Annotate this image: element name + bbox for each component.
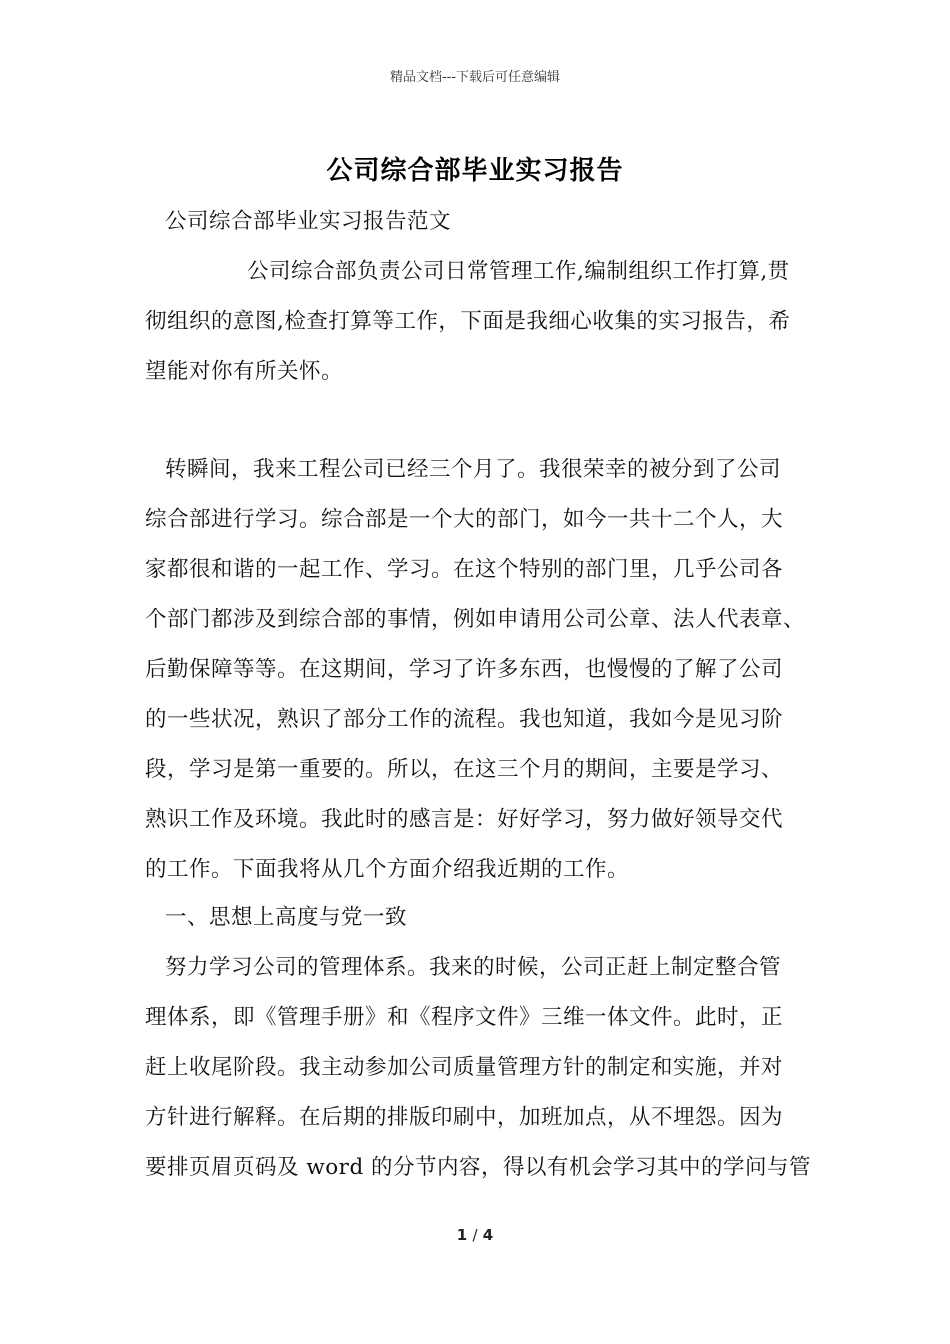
body-line: 的工作。下面我将从几个方面介绍我近期的工作。 xyxy=(145,857,630,882)
document-title: 公司综合部毕业实习报告 xyxy=(326,156,624,186)
body-line: 要排页眉页码及 word 的分节内容，得以有机会学习其中的学问与管 xyxy=(145,1155,812,1180)
body-line: 熟识工作及环境。我此时的感言是：好好学习，努力做好领导交代 xyxy=(145,807,784,832)
page-number xyxy=(0,1226,950,1244)
section-heading: 一、思想上高度与党一致 xyxy=(165,905,408,930)
body-line: 综合部进行学习。综合部是一个大的部门，如今一共十二个人，大 xyxy=(145,507,784,532)
body-line: 家都很和谐的一起工作、学习。在这个特别的部门里，几乎公司各 xyxy=(145,557,784,582)
page-total: 4 xyxy=(482,1226,494,1244)
body-line: 段，学习是第一重要的。所以，在这三个月的期间，主要是学习、 xyxy=(145,757,784,782)
body-line: 个部门都涉及到综合部的事情，例如申请用公司公章、法人代表章、 xyxy=(145,607,806,632)
body-line: 赶上收尾阶段。我主动参加公司质量管理方针的制定和实施，并对 xyxy=(145,1055,784,1080)
page-separator: / xyxy=(472,1226,478,1244)
page-current: 1 xyxy=(456,1226,468,1244)
body-line: 公司综合部负责公司日常管理工作,编制组织工作打算,贯 xyxy=(247,259,790,284)
body-line: 的一些状况，熟识了部分工作的流程。我也知道，我如今是见习阶 xyxy=(145,707,784,732)
body-line: 努力学习公司的管理体系。我来的时候，公司正赶上制定整合管 xyxy=(165,955,782,980)
body-line: 理体系，即《管理手册》和《程序文件》三维一体文件。此时，正 xyxy=(145,1005,784,1030)
page-header: 精品文档---下载后可任意编辑 xyxy=(389,70,561,85)
body-line: 转瞬间，我来工程公司已经三个月了。我很荣幸的被分到了公司 xyxy=(165,457,782,482)
body-line: 彻组织的意图,检查打算等工作，下面是我细心收集的实习报告，希 xyxy=(145,309,791,334)
body-line: 望能对你有所关怀。 xyxy=(145,359,344,384)
body-line: 公司综合部毕业实习报告范文 xyxy=(165,209,452,234)
body-line: 方针进行解释。在后期的排版印刷中，加班加点，从不埋怨。因为 xyxy=(145,1105,784,1130)
body-line: 后勤保障等等。在这期间，学习了许多东西，也慢慢的了解了公司 xyxy=(145,657,784,682)
